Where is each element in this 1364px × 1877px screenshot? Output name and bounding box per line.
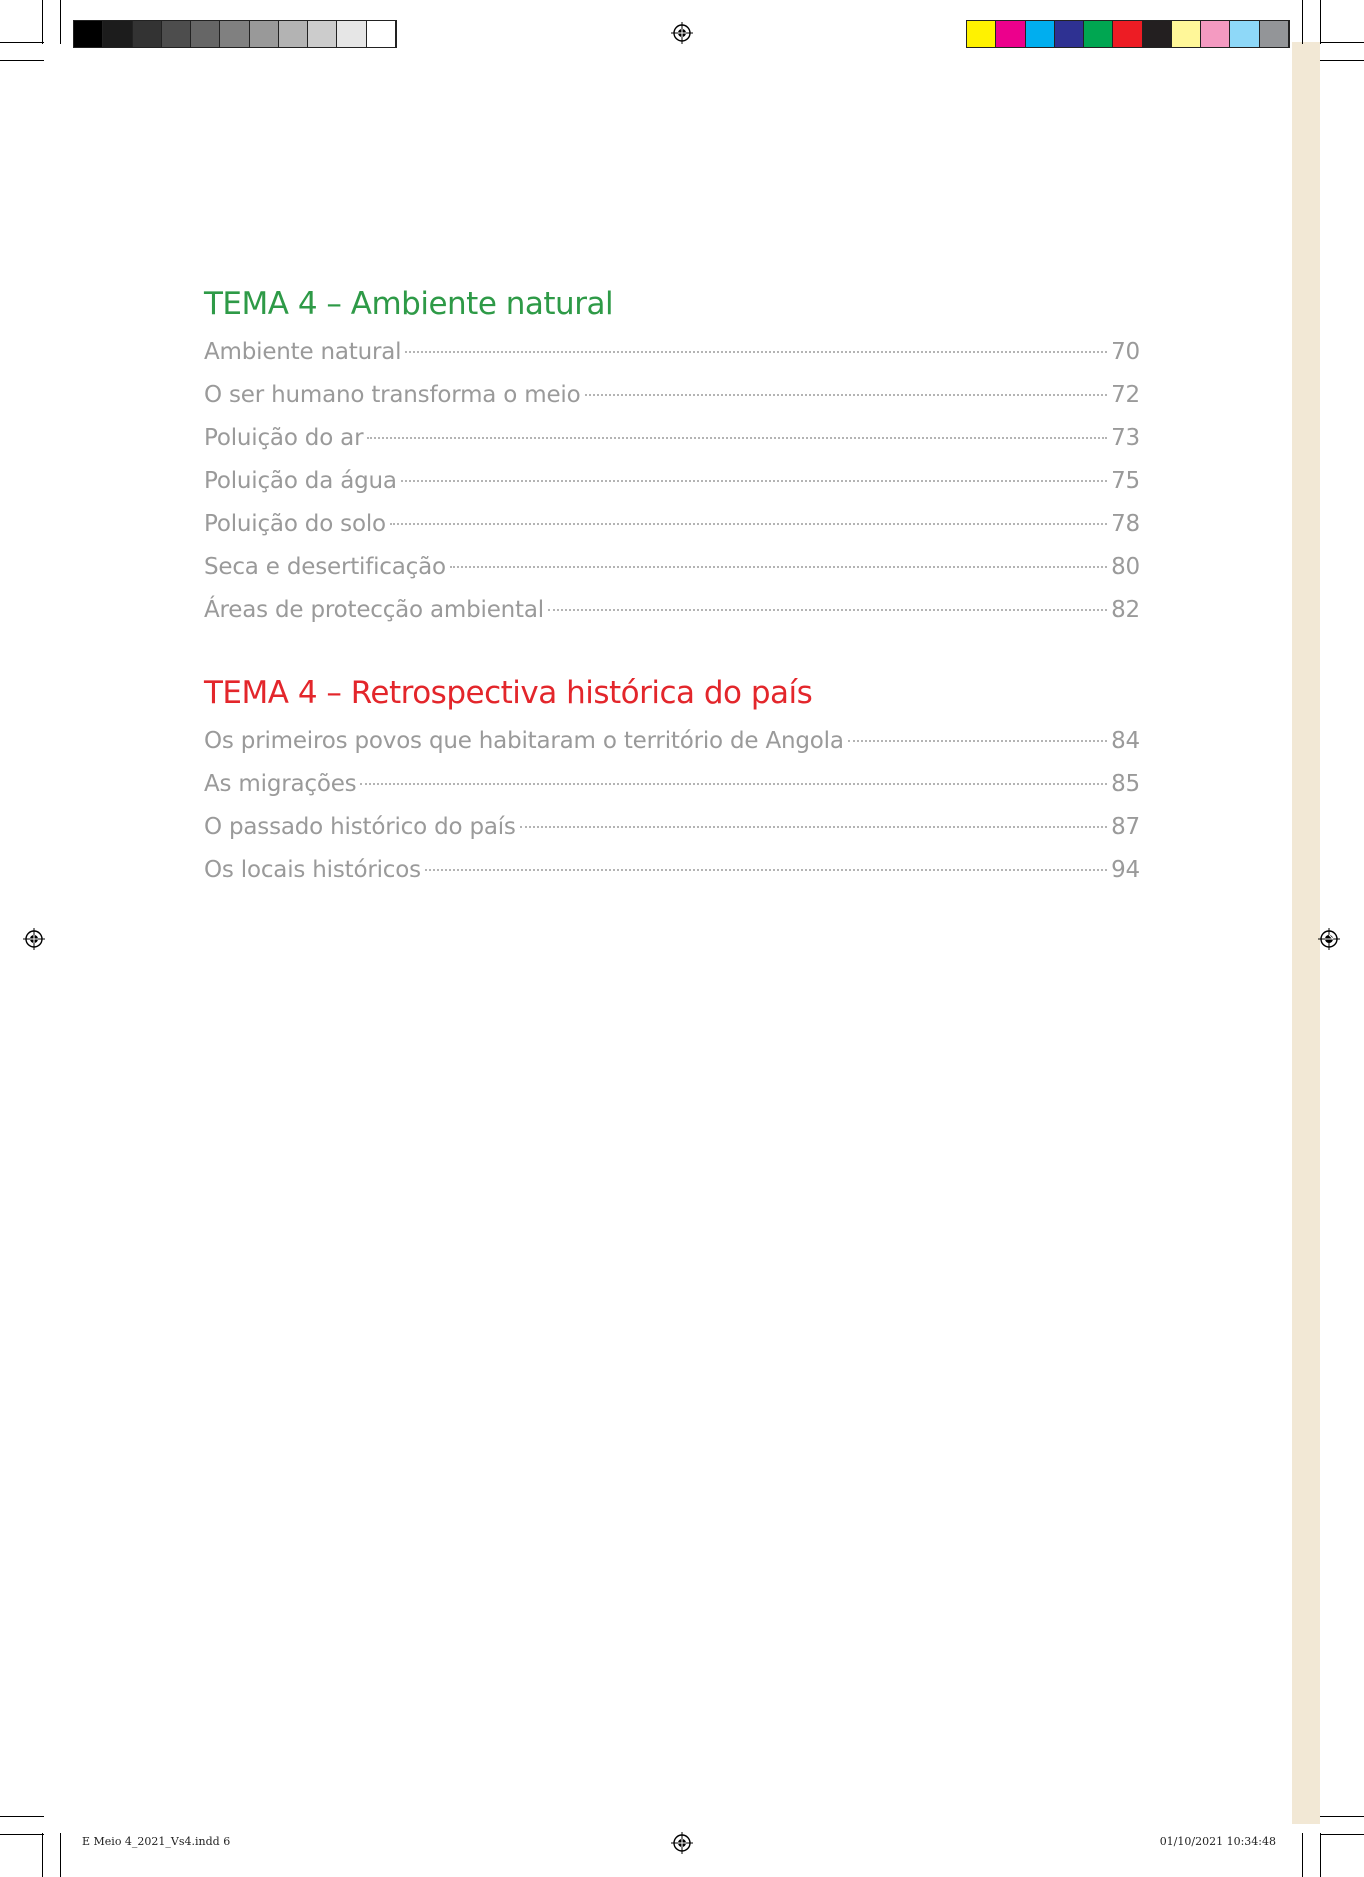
- section-title: TEMA 4 – Retrospectiva histórica do país: [204, 675, 813, 711]
- color-swatch: [308, 21, 337, 47]
- entry-title: Áreas de protecção ambiental: [204, 597, 544, 624]
- color-swatch: [1026, 21, 1055, 47]
- crop-mark: [60, 0, 61, 44]
- entry-page: 84: [1111, 728, 1140, 755]
- crop-mark: [42, 1833, 43, 1877]
- entry-title: As migrações: [204, 771, 357, 798]
- toc-entry: [204, 554, 1140, 597]
- registration-target-icon: [23, 928, 45, 950]
- greyscale-bar: [73, 20, 397, 48]
- color-swatch: [1143, 21, 1172, 47]
- dot-leader: [520, 826, 1107, 828]
- entry-page: 87: [1111, 814, 1140, 841]
- toc-entry: [204, 814, 1140, 857]
- slug-file-name: E Meio 4_2021_Vs4.indd 6: [82, 1835, 231, 1848]
- toc-entry: [204, 857, 1140, 900]
- entry-title: Os primeiros povos que habitaram o território de Angola: [204, 728, 844, 755]
- entry-page: 72: [1111, 382, 1140, 409]
- page-edge-strip: [1292, 42, 1320, 1824]
- toc-entry: [204, 425, 1140, 468]
- entry-page: 94: [1111, 857, 1140, 884]
- crop-mark: [42, 0, 43, 44]
- color-swatch: [133, 21, 162, 47]
- dot-leader: [450, 566, 1107, 568]
- section-title: TEMA 4 – Ambiente natural: [204, 286, 614, 322]
- crop-mark: [1302, 1833, 1303, 1877]
- toc-section-retrospectiva-historica: [204, 675, 1140, 900]
- crop-mark: [0, 1816, 44, 1817]
- crop-mark: [1320, 1833, 1321, 1877]
- color-swatch: [1230, 21, 1259, 47]
- color-swatch: [1055, 21, 1084, 47]
- toc-entry: [204, 511, 1140, 554]
- dot-leader: [360, 783, 1107, 785]
- color-swatch: [162, 21, 191, 47]
- entry-page: 85: [1111, 771, 1140, 798]
- dot-leader: [401, 480, 1107, 482]
- entry-title: Poluição da água: [204, 468, 397, 495]
- crop-mark: [1320, 0, 1321, 44]
- crop-mark: [1320, 42, 1364, 43]
- color-swatch: [1201, 21, 1230, 47]
- registration-target-icon: [671, 22, 693, 44]
- entry-title: Poluição do ar: [204, 425, 364, 452]
- toc-entry: [204, 728, 1140, 771]
- color-swatch: [191, 21, 220, 47]
- toc-entry: [204, 339, 1140, 382]
- color-swatch: [367, 21, 396, 47]
- entry-title: Poluição do solo: [204, 511, 386, 538]
- color-swatch: [279, 21, 308, 47]
- toc-entry: [204, 597, 1140, 640]
- toc-entry: [204, 382, 1140, 425]
- color-swatch: [1260, 21, 1289, 47]
- entry-title: Os locais históricos: [204, 857, 421, 884]
- dot-leader: [405, 351, 1107, 353]
- entry-page: 73: [1111, 425, 1140, 452]
- dot-leader: [367, 437, 1107, 439]
- entry-title: Ambiente natural: [204, 339, 402, 366]
- registration-target-icon: [1318, 928, 1340, 950]
- color-swatch: [220, 21, 249, 47]
- entry-page: 70: [1111, 339, 1140, 366]
- color-swatch: [1172, 21, 1201, 47]
- dot-leader: [548, 609, 1107, 611]
- color-swatch: [250, 21, 279, 47]
- entry-page: 80: [1111, 554, 1140, 581]
- color-swatch: [1084, 21, 1113, 47]
- entry-title: Seca e desertificação: [204, 554, 446, 581]
- color-swatch: [74, 21, 103, 47]
- dot-leader: [848, 740, 1107, 742]
- dot-leader: [585, 394, 1108, 396]
- crop-mark: [1320, 1816, 1364, 1817]
- entry-page: 75: [1111, 468, 1140, 495]
- toc-entry: [204, 468, 1140, 511]
- entry-page: 78: [1111, 511, 1140, 538]
- crop-mark: [1320, 1834, 1364, 1835]
- color-swatch: [967, 21, 996, 47]
- color-swatch: [1113, 21, 1142, 47]
- registration-target-icon: [671, 1832, 693, 1854]
- crop-mark: [60, 1833, 61, 1877]
- dot-leader: [425, 869, 1107, 871]
- crop-mark: [0, 1834, 44, 1835]
- crop-mark: [1302, 0, 1303, 44]
- dot-leader: [390, 523, 1107, 525]
- crop-mark: [0, 60, 44, 61]
- crop-mark: [1320, 60, 1364, 61]
- toc-section-ambiente-natural: [204, 286, 1140, 640]
- color-swatch: [337, 21, 366, 47]
- toc-entry: [204, 771, 1140, 814]
- process-color-bar: [966, 20, 1290, 48]
- color-swatch: [996, 21, 1025, 47]
- color-swatch: [103, 21, 132, 47]
- entry-title: O passado histórico do país: [204, 814, 516, 841]
- entry-page: 82: [1111, 597, 1140, 624]
- entry-title: O ser humano transforma o meio: [204, 382, 581, 409]
- slug-timestamp: 01/10/2021 10:34:48: [1159, 1835, 1276, 1848]
- crop-mark: [0, 42, 44, 43]
